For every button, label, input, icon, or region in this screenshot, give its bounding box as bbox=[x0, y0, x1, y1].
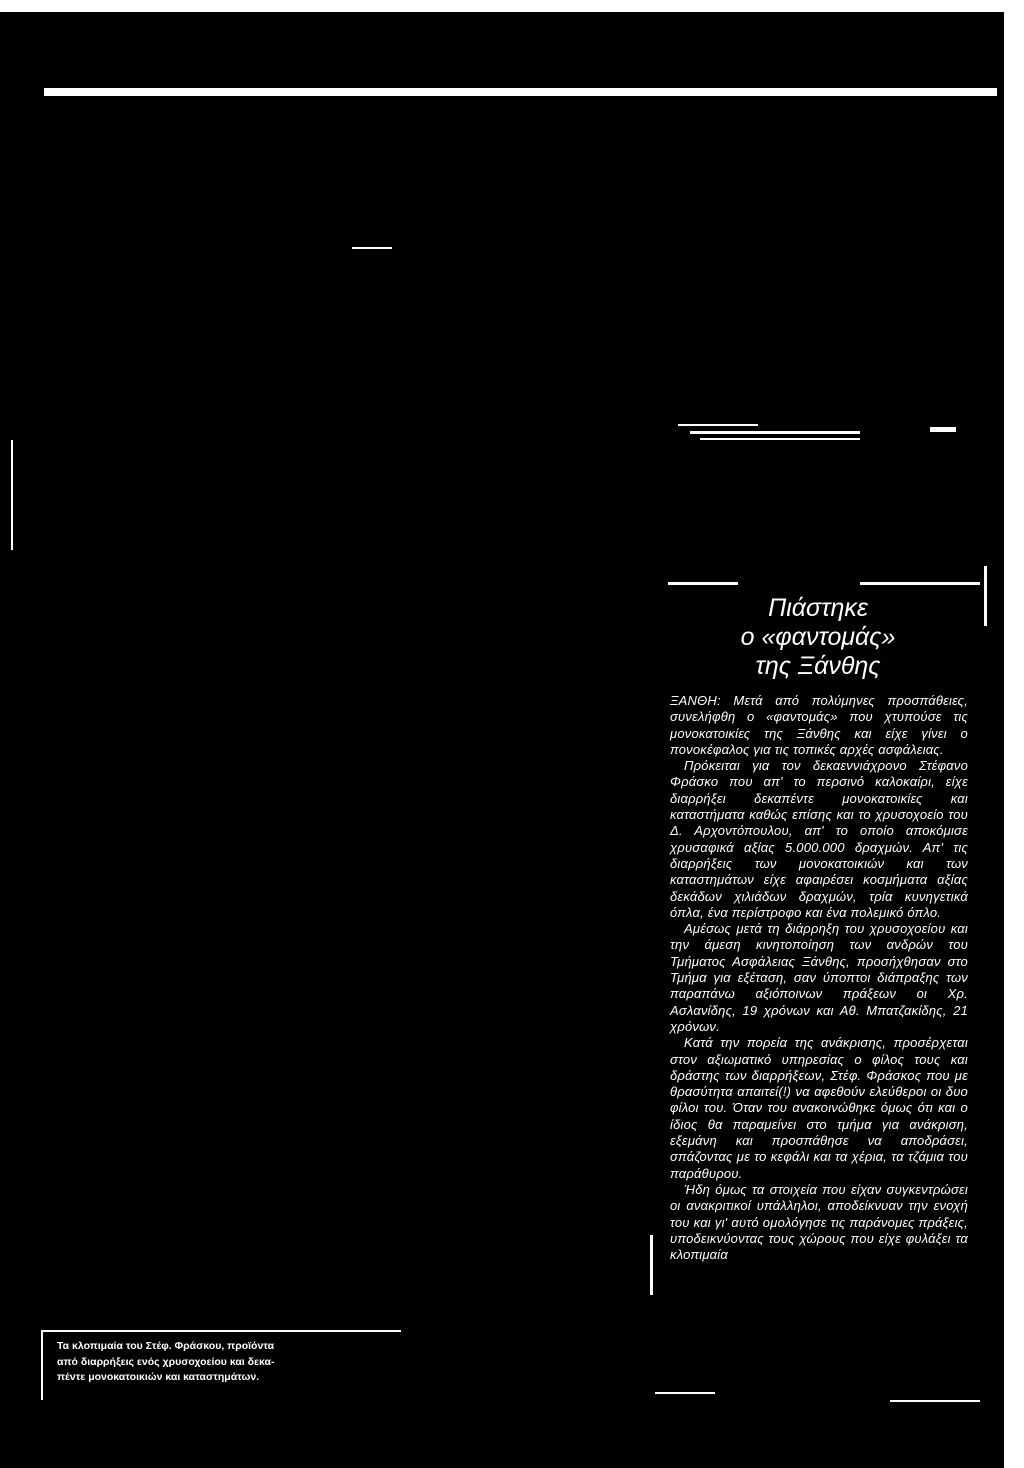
top-rule bbox=[44, 88, 997, 96]
article-paragraph: Πρόκειται για τον δεκαεννιάχρονο Στέφανο Φράσκο που απ' το περσινό καλοκαίρι, είχε διαρρήξει δεκαπέντε μονοκατοικίες και καταστήματα καθώς επίσης και το χρυσοχοείο του Δ. Αρχοντόπουλου, απ' το οποίο αποκόμισε χρυσαφικά αξίας 5.000.000 δραχμών. Απ' τις διαρρήξεις των μονοκατοικιών και των καταστημάτων είχε αφαιρέσει κοσμήματα αξίας δεκάδων χιλιάδων δραχμών, τρία κυνηγετικά όπλα, ένα περίστροφο και ένα πολεμικό όπλο. bbox=[670, 758, 968, 920]
left-edge-mark bbox=[11, 440, 13, 550]
article-headline bbox=[660, 594, 976, 681]
bottom-rule-2 bbox=[890, 1400, 980, 1402]
article-paragraph: Ήδη όμως τα στοιχεία που είχαν συγκεντρώσει οι ανακριτικοί υπάλληλοι, αποδείκνυαν την ενοχή του και γι' αυτό ομολόγησε τις παράνομες πράξεις, υποδεικνύοντας τους χώρους που είχε φυλάξει τα κλοπιμαία bbox=[670, 1181, 968, 1263]
bottom-rule bbox=[655, 1392, 715, 1394]
photo-edge-rule bbox=[678, 424, 758, 426]
caption-line-3: πέντε μονοκατοικιών και καταστημάτων. bbox=[57, 1371, 260, 1383]
caption-line-2: από διαρρήξεις ενός χρυσοχοείου και δεκα- bbox=[57, 1355, 275, 1368]
article-body bbox=[670, 693, 968, 1263]
headline-line-2: ο «φαντομάς» bbox=[740, 623, 896, 651]
box-right-border bbox=[984, 566, 987, 626]
caption-rule-top bbox=[41, 1330, 401, 1332]
headline-line-3: της Ξάνθης bbox=[755, 652, 881, 680]
headline-rule-right bbox=[860, 582, 980, 585]
column-divider bbox=[650, 1235, 653, 1295]
photo-edge-rule-3 bbox=[700, 438, 860, 440]
photo-caption bbox=[57, 1339, 367, 1386]
caption-rule-left bbox=[41, 1330, 43, 1400]
headline-line-1: Πιάστηκε bbox=[768, 594, 868, 622]
scan-mark bbox=[352, 247, 392, 249]
article-paragraph: ΞΑΝΘΗ: Μετά από πολύμηνες προσπάθειες, συνελήφθη ο «φαντομάς» που χτυπούσε τις μονοκατοικίες της Ξάνθης και είχε γίνει ο πονοκέφαλος για τις τοπικές αρχές ασφάλειας. bbox=[670, 693, 968, 757]
article-paragraph: Αμέσως μετά τη διάρρηξη του χρυσοχοείου και την άμεση κινητοποίηση των ανδρών του Τμήματος Ασφάλειας Ξάνθης, προσήχθησαν στο Τμήμα για εξέταση, σαν ύποπτοι διάπραξης των παραπάνω αξιόποινων πράξεων οι Χρ. Ασλανίδης, 19 χρόνων και Αθ. Μπατζακίδης, 21 χρόνων. bbox=[670, 921, 968, 1034]
article-paragraph: Κατά την πορεία της ανάκρισης, προσέρχεται στον αξιωματικό υπηρεσίας ο φίλος τους και δράστης των διαρρήξεων, Στέφ. Φράσκος που με θρασύτητα απαιτεί(!) να αφεθούν ελεύθεροι οι δυο φίλοι του. Όταν του ανακοινώθηκε όμως ότι και ο ίδιος θα παραμείνει στο τμήμα για ανάκριση, εξεμάνη και προσπάθησε να αποδράσει, σπάζοντας με το κεφάλι και τα χέρια, τα τζάμια του παράθυρου. bbox=[670, 1035, 968, 1181]
headline-rule-left bbox=[668, 582, 738, 585]
caption-line-1: Τα κλοπιμαία του Στέφ. Φράσκου, προϊόντα bbox=[57, 1340, 275, 1352]
photo-edge-rule-2 bbox=[690, 431, 860, 434]
photo-edge-rule-4 bbox=[930, 427, 956, 432]
